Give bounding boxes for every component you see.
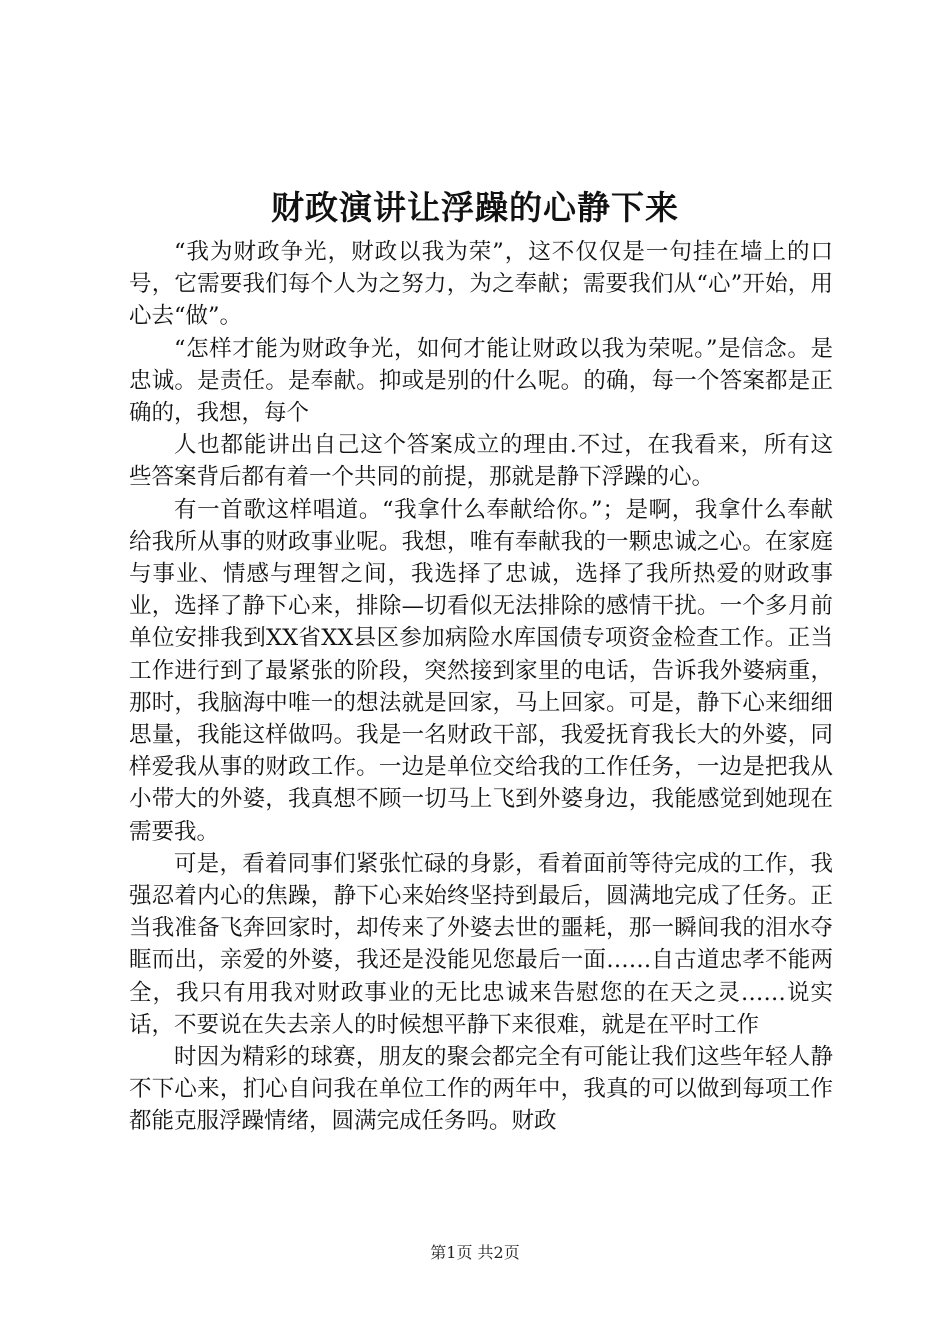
paragraph: 有一首歌这样唱道。“我拿什么奉献给你。”；是啊，我拿什么奉献给我所从事的财政事业呢。我想，唯有奉献我的一颗忠诚之心。在家庭与事业、情感与理智之间，我选择了忠诚，选择了我所热爱的财政事业，选择了静下心来，排除—切看似无法排除的感情干扰。一个多月前单位安排我到XX省XX县区参加病险水库国债专项资金检查工作。正当工作进行到了最紧张的阶段，突然接到家里的电话，告诉我外婆病重，那时，我脑海中唯一的想法就是回家，马上回家。可是，静下心来细细思量，我能这样做吗。我是一名财政干部，我爱抚育我长大的外婆，同样爱我从事的财政工作。一边是单位交给我的工作任务，一边是把我从小带大的外婆，我真想不顾一切马上飞到外婆身边，我能感觉到她现在需要我。 [129, 496, 833, 845]
paragraph: “怎样才能为财政争光，如何才能让财政以我为荣呢。”是信念。是忠诚。是责任。是奉献。抑或是别的什么呢。的确，每一个答案都是正确的，我想，每个 [129, 335, 833, 427]
paragraph: 可是，看着同事们紧张忙碌的身影，看着面前等待完成的工作，我强忍着内心的焦躁，静下心来始终坚持到最后，圆满地完成了任务。正当我准备飞奔回家时，却传来了外婆去世的噩耗，那一瞬间我的泪水夺眶而出，亲爱的外婆，我还是没能见您最后一面……自古道忠孝不能两全，我只有用我对财政事业的无比忠诚来告慰您的在天之灵……说实话，不要说在失去亲人的时候想平静下来很难，就是在平时工作 [129, 850, 833, 1038]
document-body [129, 236, 833, 1138]
paragraph: “我为财政争光，财政以我为荣”，这不仅仅是一句挂在墙上的口号，它需要我们每个人为之努力，为之奉献；需要我们从“心”开始，用心去“做”。 [129, 239, 833, 330]
document-title: 财政演讲让浮躁的心静下来 [271, 188, 679, 227]
paragraph: 时因为精彩的球赛，朋友的聚会都完全有可能让我们这些年轻人静不下心来，扪心自问我在单位工作的两年中，我真的可以做到每项工作都能克服浮躁情绪，圆满完成任务吗。财政 [129, 1044, 833, 1135]
paragraph: 人也都能讲出自己这个答案成立的理由.不过，在我看来，所有这些答案背后都有着一个共同的前提，那就是静下浮躁的心。 [129, 432, 833, 491]
page-footer: 第1页 共2页 [430, 1243, 520, 1262]
